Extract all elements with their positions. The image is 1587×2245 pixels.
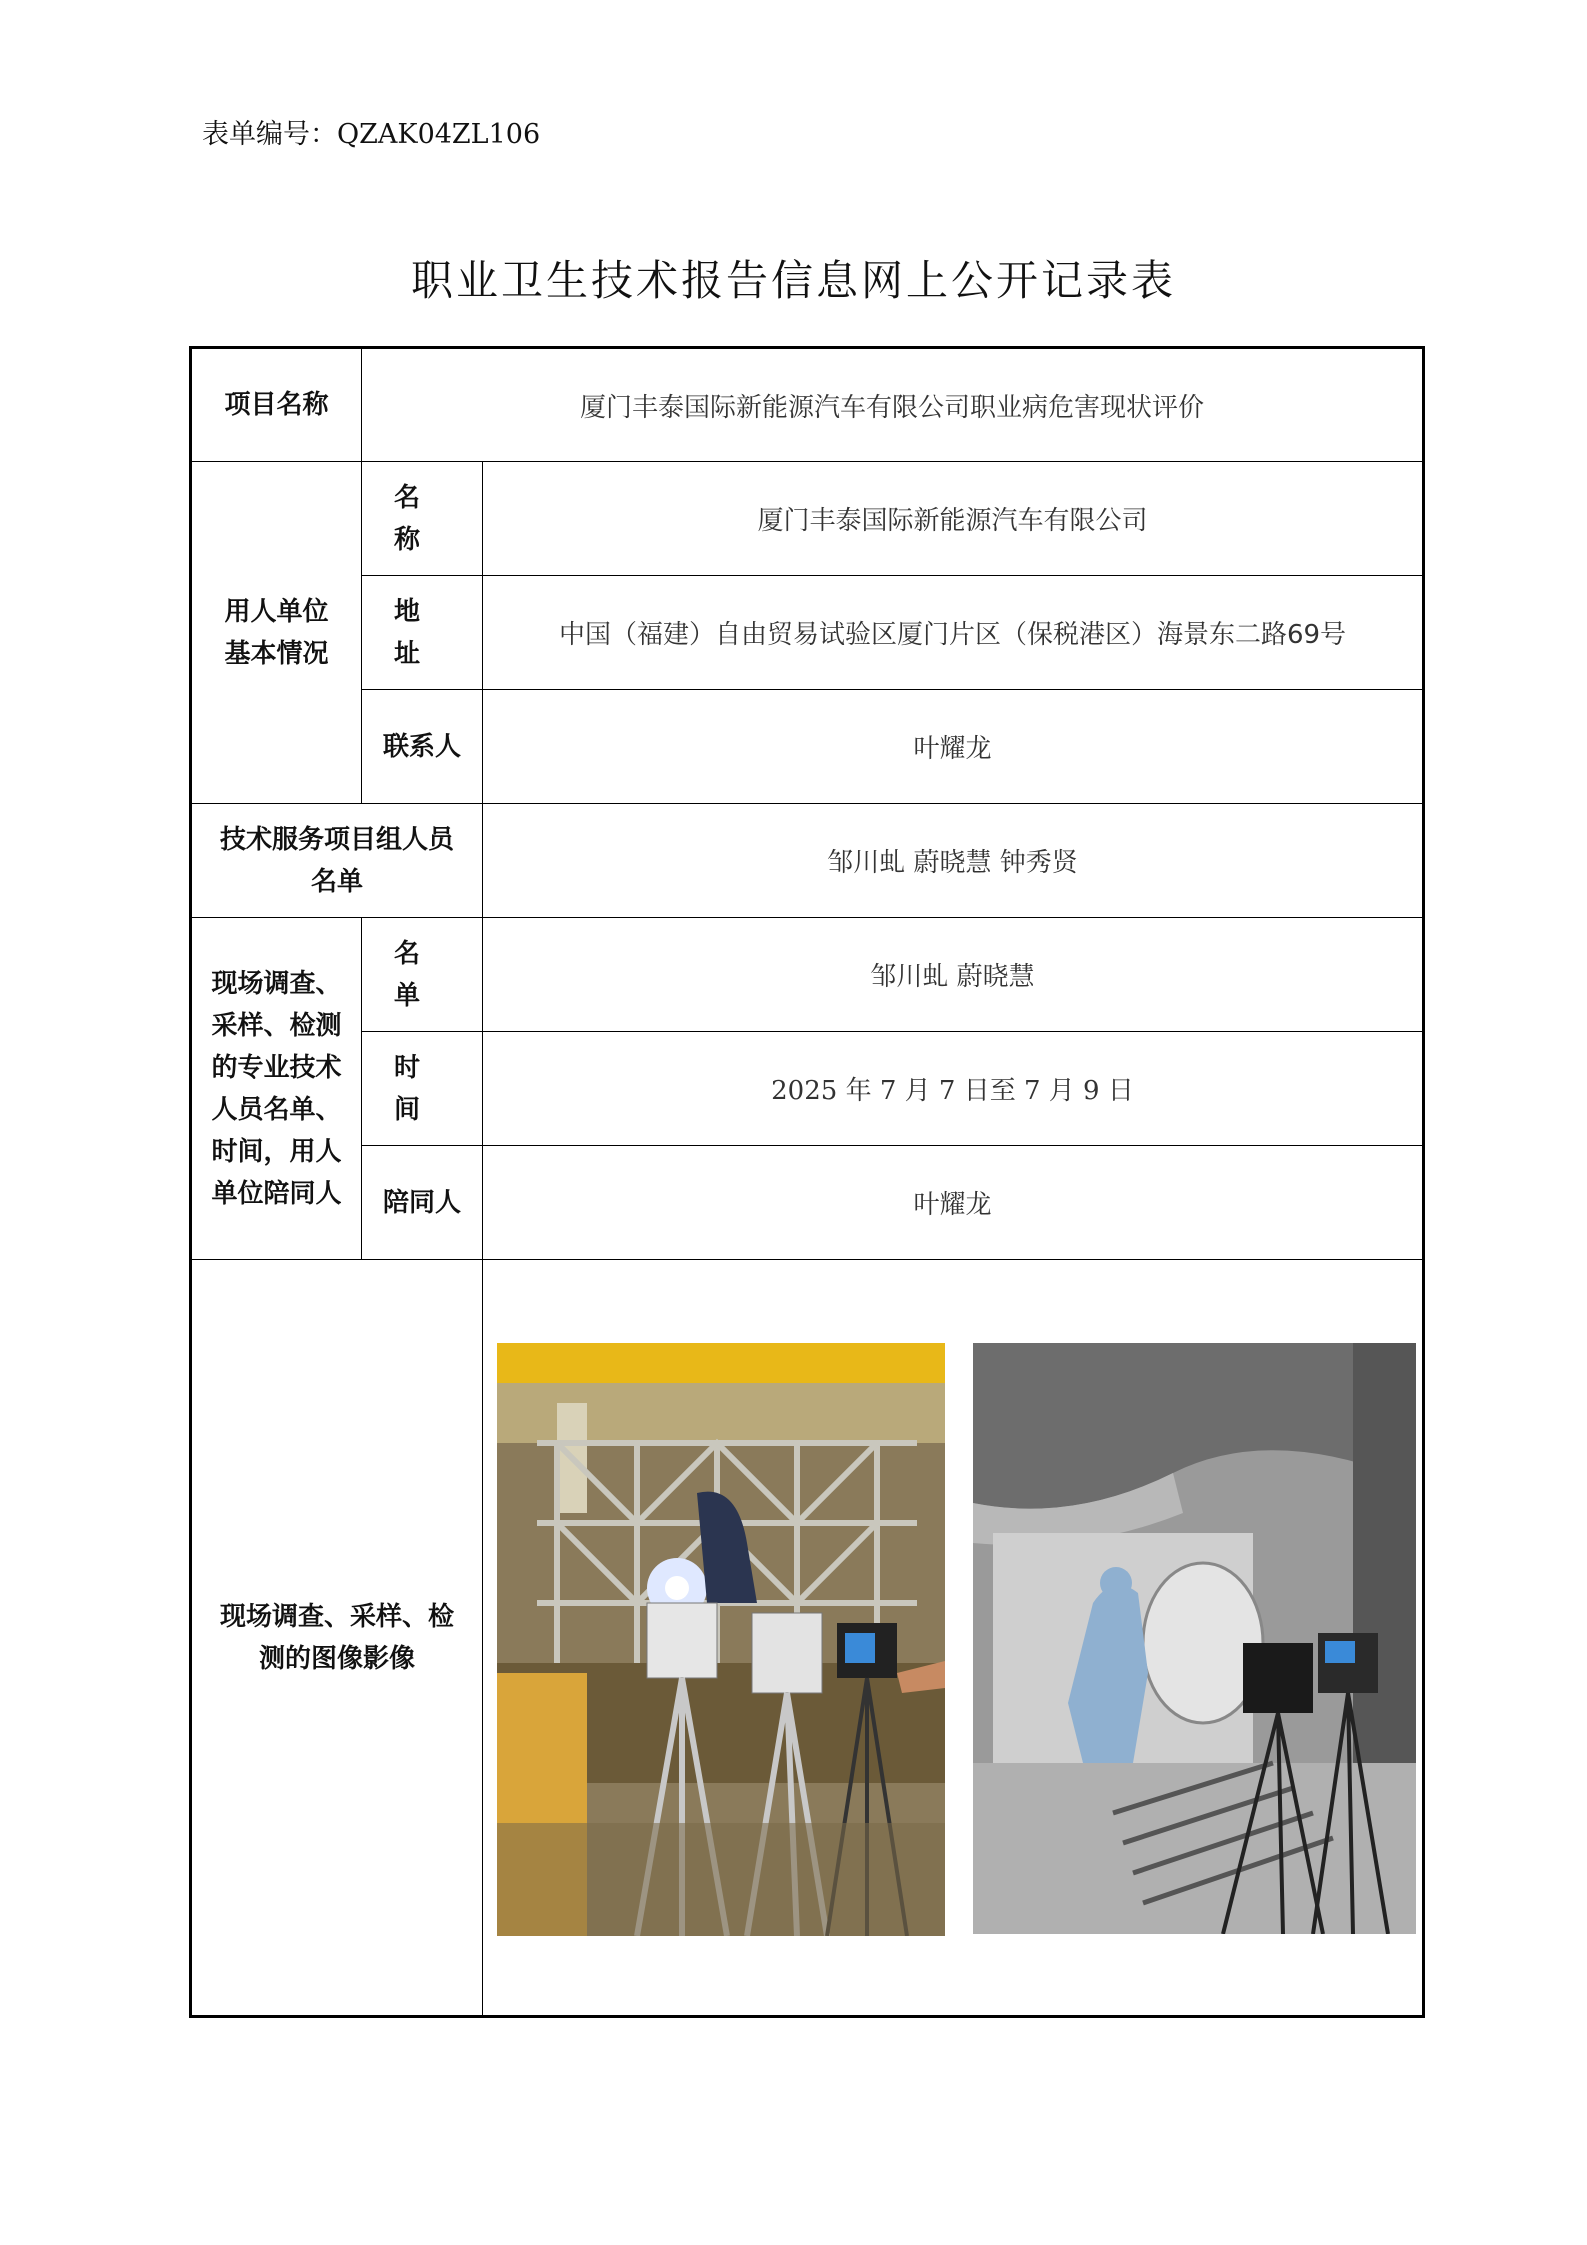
survey-list-value: 邹川虬 蔚晓慧 <box>483 918 1424 1032</box>
images-row <box>191 1260 1424 2017</box>
team-value: 邹川虬 蔚晓慧 钟秀贤 <box>483 804 1424 918</box>
images-label-line2: 测的图像影像 <box>258 1643 415 1674</box>
employer-address-value: 中国（福建）自由贸易试验区厦门片区（保税港区）海景东二路69号 <box>483 576 1424 690</box>
team-label-line2: 名单 <box>310 866 363 897</box>
survey-time-value: 2025 年 7 月 7 日至 7 月 9 日 <box>483 1032 1424 1146</box>
team-label-line1: 技术服务项目组人员 <box>219 824 454 855</box>
survey-label <box>191 918 362 1260</box>
project-label: 项目名称 <box>191 348 362 462</box>
photo-area <box>483 1260 1422 2015</box>
employer-name-value: 厦门丰泰国际新能源汽车有限公司 <box>483 462 1424 576</box>
images-cell <box>483 1260 1424 2017</box>
project-value: 厦门丰泰国际新能源汽车有限公司职业病危害现状评价 <box>362 348 1424 462</box>
list-label: 名 单 <box>362 918 483 1032</box>
employer-contact-value: 叶耀龙 <box>483 690 1424 804</box>
contact-label: 联系人 <box>362 690 483 804</box>
welding-sampling-photo <box>497 1343 945 1936</box>
employer-address-row <box>191 576 1424 690</box>
name-label: 名 称 <box>362 462 483 576</box>
record-table <box>189 346 1425 2018</box>
survey-label-line: 现场调查、 <box>211 968 342 999</box>
employer-contact-row <box>191 690 1424 804</box>
team-label <box>191 804 483 918</box>
survey-escort-value: 叶耀龙 <box>483 1146 1424 1260</box>
paint-booth-sampling-photo <box>973 1343 1416 1934</box>
survey-time-row <box>191 1032 1424 1146</box>
address-label: 地 址 <box>362 576 483 690</box>
employer-label-line1: 用人单位 <box>224 596 329 627</box>
project-row <box>191 348 1424 462</box>
form-number: 表单编号：QZAK04ZL106 <box>202 119 541 150</box>
survey-label-line: 的专业技术 <box>211 1052 342 1083</box>
time-label: 时 间 <box>362 1032 483 1146</box>
employer-name-row <box>191 462 1424 576</box>
images-label-line1: 现场调查、采样、检 <box>219 1601 454 1632</box>
page-title: 职业卫生技术报告信息网上公开记录表 <box>410 256 1176 305</box>
team-row <box>191 804 1424 918</box>
images-label <box>191 1260 483 2017</box>
survey-label-line: 采样、检测 <box>211 1010 342 1041</box>
survey-label-line: 时间，用人 <box>211 1136 342 1167</box>
survey-escort-row <box>191 1146 1424 1260</box>
escort-label: 陪同人 <box>362 1146 483 1260</box>
survey-label-line: 单位陪同人 <box>211 1178 342 1209</box>
survey-list-row <box>191 918 1424 1032</box>
employer-label-line2: 基本情况 <box>224 638 329 669</box>
employer-label <box>191 462 362 804</box>
survey-label-line: 人员名单、 <box>211 1094 342 1125</box>
